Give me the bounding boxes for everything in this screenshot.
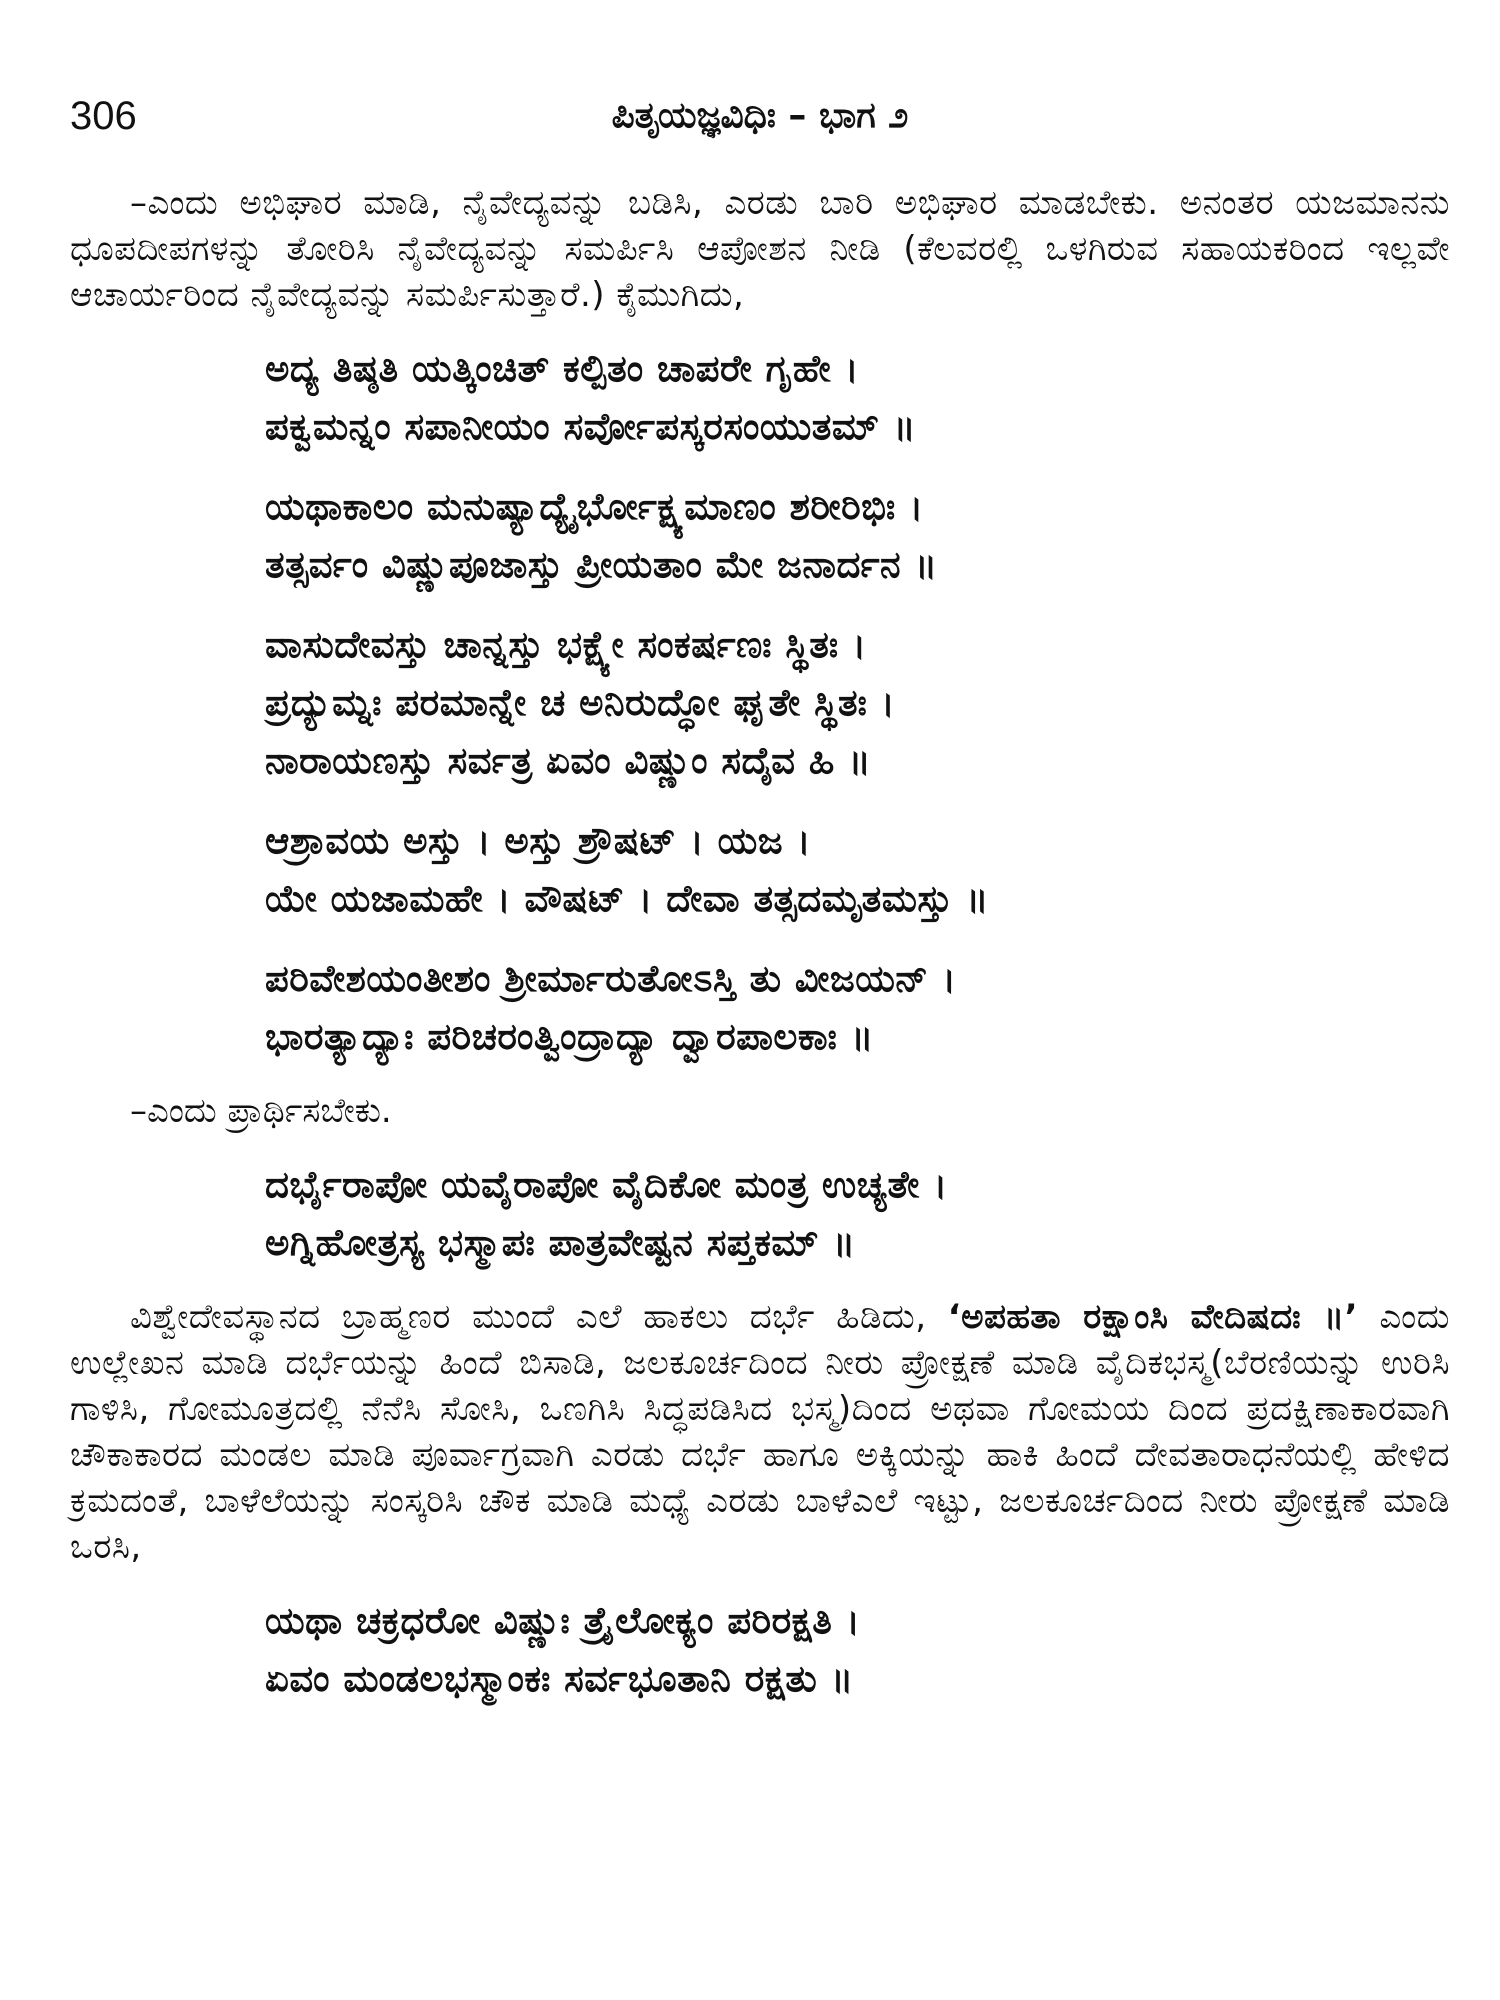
verse-block-7 xyxy=(265,1592,1450,1708)
verse-line: ವಾಸುದೇವಸ್ತು ಚಾನ್ನಸ್ತು ಭಕ್ಷ್ಯೇ ಸಂಕರ್ಷಣಃ ಸ್ಥಿತಃ । xyxy=(265,623,867,666)
mantra-quote: ‘ಅಪಹತಾ ರಕ್ಷಾಂಸಿ ವೇದಿಷದಃ ॥’ xyxy=(947,1297,1359,1337)
paragraph-text: ಎಂದು ಉಲ್ಲೇಖನ ಮಾಡಿ ದರ್ಭೆಯನ್ನು ಹಿಂದೆ ಬಿಸಾಡಿ, ಜಲಕೂರ್ಚದಿಂದ ನೀರು ಪ್ರೋಕ್ಷಣೆ ಮಾಡಿ ವೈದಿಕಭಸ್ಮ(ಬೆರಣಿಯನ್ನು ಉರಿಸಿ ಗಾಳಿಸಿ, ಗೋಮೂತ್ರದಲ್ಲಿ ನೆನೆಸಿ ಸೋಸಿ, ಒಣಗಿಸಿ ಸಿದ್ಧಪಡಿಸಿದ ಭಸ್ಮ)ದಿಂದ ಅಥವಾ ಗೋಮಯ ದಿಂದ ಪ್ರದಕ್ಷಿಣಾಕಾರವಾಗಿ ಚೌಕಾಕಾರದ ಮಂಡಲ ಮಾಡಿ ಪೂರ್ವಾಗ್ರವಾಗಿ ಎರಡು ದರ್ಭೆ ಹಾಗೂ ಅಕ್ಕಿಯನ್ನು ಹಾಕಿ ಹಿಂದೆ ದೇವತಾರಾಧನೆಯಲ್ಲಿ ಹೇಳಿದ ಕ್ರಮದಂತೆ, ಬಾಳೆಲೆಯನ್ನು ಸಂಸ್ಕರಿಸಿ ಚೌಕ ಮಾಡಿ ಮಧ್ಯೆ ಎರಡು ಬಾಳೆಎಲೆ ಇಟ್ಟು, ಜಲಕೂರ್ಚದಿಂದ ನೀರು ಪ್ರೋಕ್ಷಣೆ ಮಾಡಿ ಒರಸಿ, xyxy=(70,1297,1450,1567)
verse-block-6 xyxy=(265,1156,1450,1272)
verse-line: ಅದ್ಯ ತಿಷ್ಠತಿ ಯತ್ಕಿಂಚಿತ್ ಕಲ್ಪಿತಂ ಚಾಪರೇ ಗೃಹೇ । xyxy=(265,347,860,390)
verse-line: ತತ್ಸರ್ವಂ ವಿಷ್ಣುಪೂಜಾಸ್ತು ಪ್ರೀಯತಾಂ ಮೇ ಜನಾರ್ದನ ॥ xyxy=(265,543,938,586)
verse-block-3 xyxy=(265,616,1450,790)
verse-line: ಅಗ್ನಿಹೋತ್ರಸ್ಯ ಭಸ್ಮಾಪಃ ಪಾತ್ರವೇಷ್ಟನ ಸಪ್ತಕಮ್ ॥ xyxy=(265,1221,856,1264)
verse-block-4 xyxy=(265,812,1450,928)
page-header xyxy=(70,92,1450,152)
verse-block-5 xyxy=(265,950,1450,1066)
running-title: ಪಿತೃಯಜ್ಞವಿಧಿಃ – ಭಾಗ ೨ xyxy=(611,95,909,136)
verse-line: ಯೇ ಯಜಾಮಹೇ । ವೌಷಟ್ । ದೇವಾ ತತ್ಸದಮೃತಮಸ್ತು ॥ xyxy=(265,877,989,920)
paragraph-text: ವಿಶ್ವೇದೇವಸ್ಥಾನದ ಬ್ರಾಹ್ಮಣರ ಮುಂದೆ ಎಲೆ ಹಾಕಲು ದರ್ಭೆ ಹಿಡಿದು, xyxy=(130,1297,948,1337)
verse-line: ಪರಿವೇಶಯಂತೀಶಂ ಶ್ರೀರ್ಮಾರುತೋಽಸ್ತಿ ತು ವೀಜಯನ್ । xyxy=(265,957,957,1000)
verse-block-2 xyxy=(265,478,1450,594)
verse-line: ಪಕ್ವಮನ್ನಂ ಸಪಾನೀಯಂ ಸರ್ವೋಪಸ್ಕರಸಂಯುತಮ್ ॥ xyxy=(265,405,917,448)
verse-line: ಯಥಾಕಾಲಂ ಮನುಷ್ಯಾದ್ಯೈರ್ಭೋಕ್ಷ್ಯಮಾಣಂ ಶರೀರಿಭಿಃ । xyxy=(265,485,924,528)
prayer-instruction: –ಎಂದು ಪ್ರಾರ್ಥಿಸಬೇಕು. xyxy=(130,1091,392,1131)
verse-line: ದರ್ಭೈರಾಪೋ ಯವೈರಾಪೋ ವೈದಿಕೋ ಮಂತ್ರ ಉಚ್ಯತೇ । xyxy=(265,1163,948,1206)
verse-line: ಭಾರತ್ಯಾದ್ಯಾಃ ಪರಿಚರಂತ್ವಿಂದ್ರಾದ್ಯಾ ದ್ವಾರಪಾಲಕಾಃ ॥ xyxy=(265,1015,874,1058)
paragraph-offering-instructions: –ಎಂದು ಅಭಿಘಾರ ಮಾಡಿ, ನೈವೇದ್ಯವನ್ನು ಬಡಿಸಿ, ಎರಡು ಬಾರಿ ಅಭಿಘಾರ ಮಾಡಬೇಕು. ಅನಂತರ ಯಜಮಾನನು ಧೂಪದೀಪಗಳನ್ನು ತೋರಿಸಿ ನೈವೇದ್ಯವನ್ನು ಸಮರ್ಪಿಸಿ ಆಪೋಶನ ನೀಡಿ (ಕೆಲವರಲ್ಲಿ ಒಳಗಿರುವ ಸಹಾಯಕರಿಂದ ಇಲ್ಲವೇ ಆಚಾರ್ಯರಿಂದ ನೈವೇದ್ಯವನ್ನು ಸಮರ್ಪಿಸುತ್ತಾರೆ.) ಕೈಮುಗಿದು, xyxy=(70,183,1450,315)
verse-block-1 xyxy=(265,340,1450,456)
verse-line: ಪ್ರದ್ಯುಮ್ನಃ ಪರಮಾನ್ನೇ ಚ ಅನಿರುದ್ಧೋ ಘೃತೇ ಸ್ಥಿತಃ । xyxy=(265,681,896,724)
verse-line: ಆಶ್ರಾವಯ ಅಸ್ತು । ಅಸ್ತು ಶ್ರೌಷಟ್ । ಯಜ । xyxy=(265,819,812,862)
verse-line: ನಾರಾಯಣಸ್ತು ಸರ್ವತ್ರ ಏವಂ ವಿಷ್ಣುಂ ಸದೈವ ಹಿ ॥ xyxy=(265,739,872,782)
page-body xyxy=(70,180,1450,1730)
verse-line: ಯಥಾ ಚಕ್ರಧರೋ ವಿಷ್ಣುಃ ತ್ರೈಲೋಕ್ಯಂ ಪರಿರಕ್ಷತಿ । xyxy=(265,1599,861,1642)
verse-line: ಏವಂ ಮಂಡಲಭಸ್ಮಾಂಕಃ ಸರ್ವಭೂತಾನಿ ರಕ್ಷತು ॥ xyxy=(265,1657,854,1700)
paragraph-mandala-instructions xyxy=(70,1294,1450,1570)
page-number: 306 xyxy=(70,94,137,138)
